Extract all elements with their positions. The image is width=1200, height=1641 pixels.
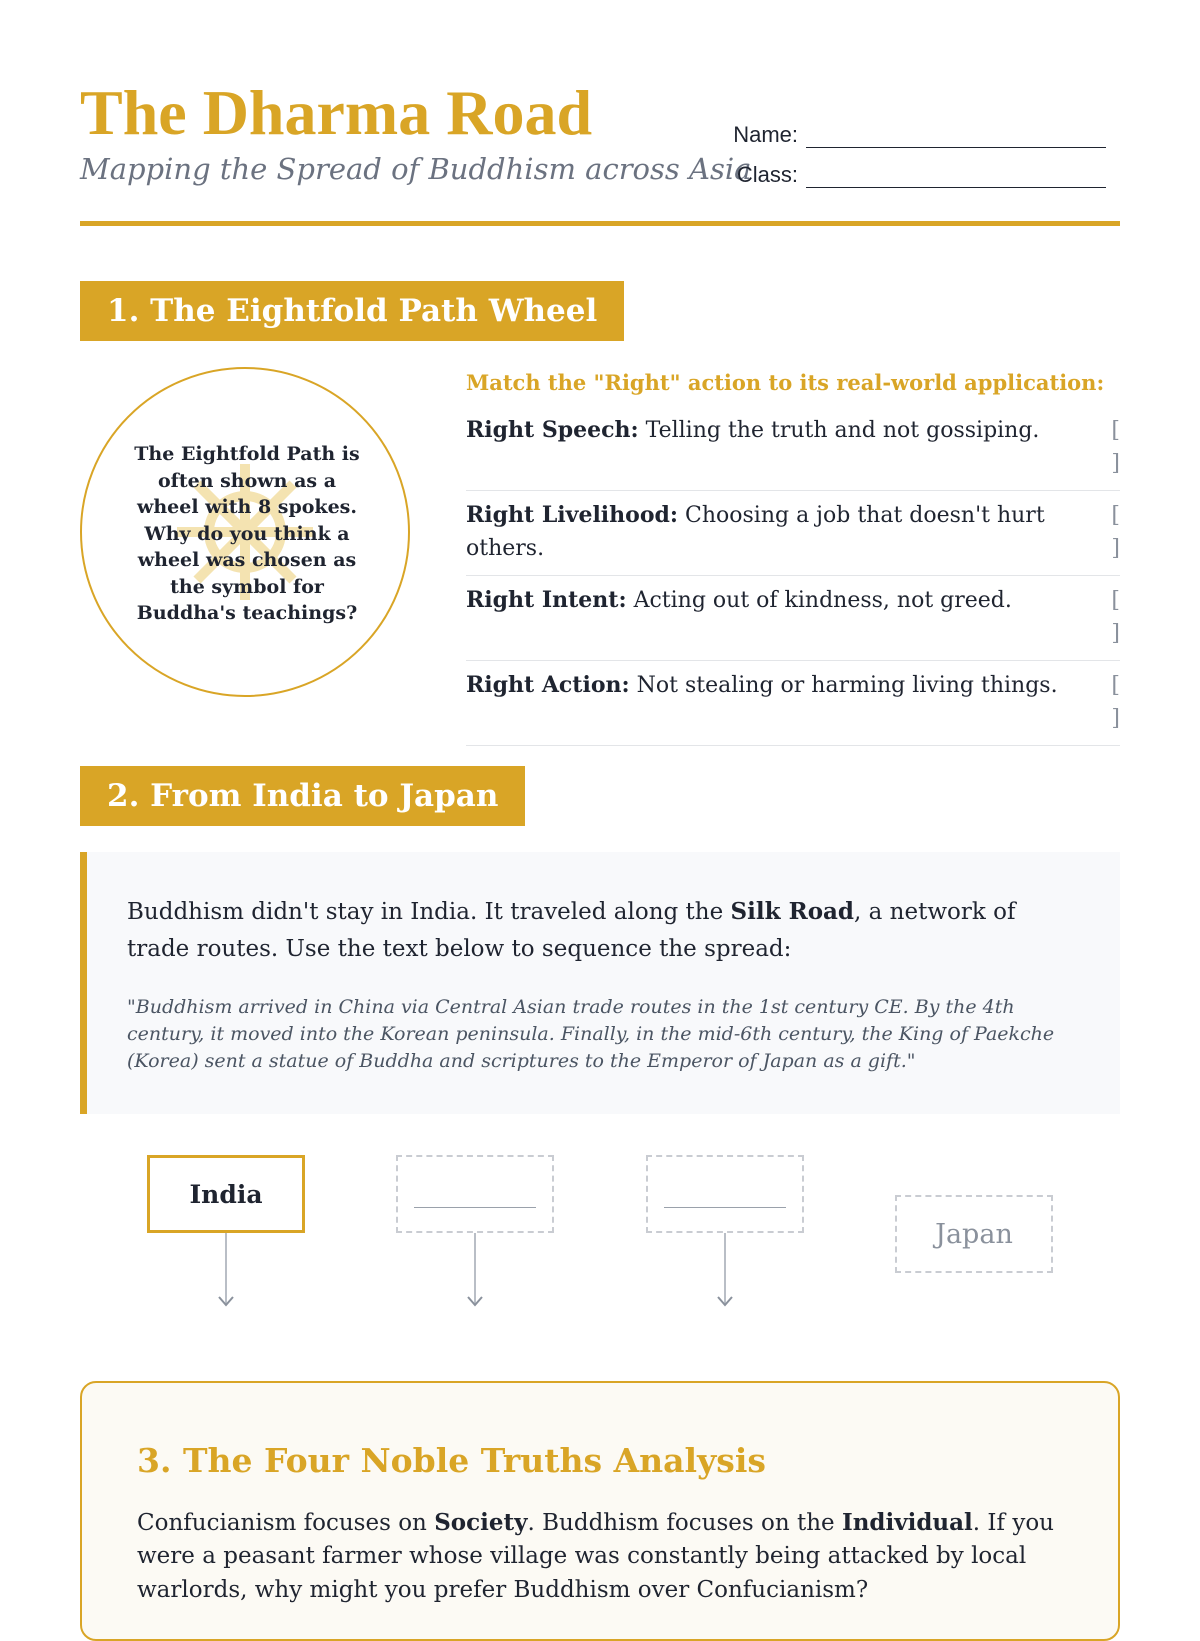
section-1-heading: 1. The Eightfold Path Wheel xyxy=(80,281,624,341)
blank-line xyxy=(414,1207,536,1208)
question-text: . If you were a peasant farmer whose village was constantly being attacked by local warlords, why might you prefer Buddhism over Confucianism? xyxy=(137,1510,1054,1603)
society-term: Society xyxy=(434,1509,528,1536)
down-arrow-icon xyxy=(214,1233,238,1311)
name-label: Name: xyxy=(733,122,798,147)
match-description: Acting out of kindness, not greed. xyxy=(626,588,1012,613)
passage-quote: "Buddhism arrived in China via Central Asian trade routes in the 1st century CE. By the 4th century, it moved into the Korean peninsula. Finally, in the mid-6th century, the King of Paekche (Korea) sent a statue of Buddha and scriptures to the Emperor of Japan as a gift." xyxy=(127,995,1055,1072)
intro-text: Buddhism didn't stay in India. It traveled along the xyxy=(127,899,731,925)
match-item-right-intent xyxy=(466,576,1120,661)
down-arrow-icon xyxy=(713,1233,737,1311)
match-description: Telling the truth and not gossiping. xyxy=(638,418,1040,443)
match-term: Right Livelihood: xyxy=(466,502,679,528)
question-text: . Buddhism focuses on the xyxy=(527,1510,842,1536)
class-field[interactable] xyxy=(806,167,1106,188)
individual-term: Individual xyxy=(841,1509,973,1536)
flow-box-blank-1[interactable] xyxy=(396,1155,554,1233)
reading-passage xyxy=(80,852,1120,1114)
match-description: Not stealing or harming living things. xyxy=(629,673,1058,698)
header-divider xyxy=(80,221,1120,226)
name-field-row xyxy=(698,122,1106,148)
flow-box-india: India xyxy=(147,1155,305,1233)
question-text: Confucianism focuses on xyxy=(137,1510,435,1536)
down-arrow-icon xyxy=(463,1233,487,1311)
match-instruction: Match the "Right" action to its real-world application: xyxy=(466,370,1105,395)
match-item-right-action xyxy=(466,661,1120,746)
four-noble-truths-card xyxy=(80,1381,1120,1641)
match-list xyxy=(466,406,1120,746)
class-field-row xyxy=(698,162,1106,188)
intro-text-end: , a network of trade routes. Use the text below to sequence the spread: xyxy=(127,899,1016,962)
match-term: Right Action: xyxy=(466,672,630,698)
passage-intro xyxy=(127,894,1082,968)
class-label: Class: xyxy=(736,162,798,187)
answer-box[interactable]: [ ] xyxy=(1111,588,1120,646)
flow-box-japan: Japan xyxy=(895,1195,1053,1273)
blank-line xyxy=(664,1207,786,1208)
dharma-wheel xyxy=(80,367,410,697)
worksheet-subtitle: Mapping the Spread of Buddhism across Asia xyxy=(80,152,752,186)
name-field[interactable] xyxy=(806,127,1106,148)
section-2-heading: 2. From India to Japan xyxy=(80,766,525,826)
match-item-right-speech xyxy=(466,406,1120,491)
section-3-heading: 3. The Four Noble Truths Analysis xyxy=(137,1441,766,1480)
worksheet-title: The Dharma Road xyxy=(80,77,593,148)
match-term: Right Speech: xyxy=(466,417,639,443)
silk-road-term: Silk Road xyxy=(730,898,855,925)
wheel-question: The Eightfold Path is often shown as a wheel with 8 spokes. Why do you think a wheel was chosen as the symbol for Buddha's teachings? xyxy=(134,442,360,625)
answer-box[interactable]: [ ] xyxy=(1111,418,1120,476)
match-term: Right Intent: xyxy=(466,587,627,613)
match-description: Choosing a job that doesn't hurt others. xyxy=(466,503,1045,561)
answer-box[interactable]: [ ] xyxy=(1111,503,1120,561)
match-item-right-livelihood xyxy=(466,491,1120,576)
flow-box-blank-2[interactable] xyxy=(646,1155,804,1233)
truths-question xyxy=(137,1506,1063,1607)
answer-box[interactable]: [ ] xyxy=(1111,673,1120,731)
